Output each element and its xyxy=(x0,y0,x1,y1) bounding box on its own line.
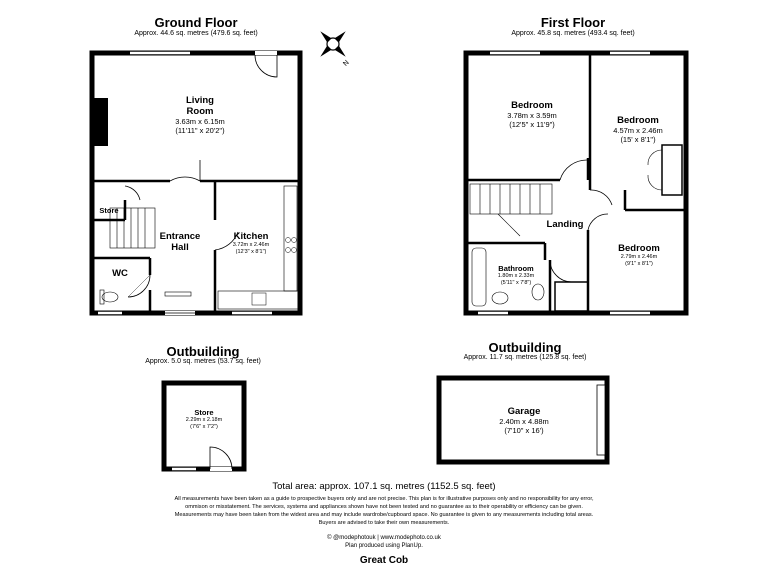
room-outbuilding-store xyxy=(170,408,238,431)
window-kitchen-bottom xyxy=(232,311,272,315)
room-name: Store xyxy=(99,206,119,215)
property-name: Great Cob xyxy=(359,555,409,566)
disclaimer-line-3: Measurements may have been taken from the widest area and may include wardrobe/cupboard space. No guarantee is given to any measurements including total areas. xyxy=(174,512,594,518)
room-name: Store xyxy=(194,408,214,417)
room-bedroom-1 xyxy=(487,100,577,129)
room-kitchen xyxy=(220,231,282,256)
room-name: Bedroom xyxy=(511,100,553,111)
room-name: Garage xyxy=(507,406,541,417)
room-dimension-imperial: (9'1" x 8'1") xyxy=(625,261,653,267)
room-name: Entrance xyxy=(159,231,201,242)
room-name: Landing xyxy=(546,219,584,230)
room-store xyxy=(94,206,124,215)
room-name: Living xyxy=(186,95,214,106)
room-dimension-metric: 2.29m x 2.18m xyxy=(185,417,223,423)
credit-line-1: © @modephotouk | www.modephoto.co.uk xyxy=(327,535,441,541)
room-dimension-imperial: (12'3" x 8'1") xyxy=(235,249,267,255)
outbuilding-garage-area: Approx. 11.7 sq. metres (125.8 sq. feet) xyxy=(463,354,587,361)
credit-line-2: Plan produced using PlanUp. xyxy=(345,543,423,549)
disclaimer-line-4: Buyers are advised to take their own measurements. xyxy=(318,520,450,526)
window-living-top xyxy=(130,51,190,55)
room-landing xyxy=(540,219,590,230)
room-living xyxy=(150,95,250,135)
outbuilding-store-title: Outbuilding xyxy=(166,344,240,359)
room-wc xyxy=(105,268,135,279)
room-dimension-imperial: (7'6" x 7'2") xyxy=(190,424,218,430)
room-dimension-metric: 2.40m x 4.88m xyxy=(499,417,549,426)
room-name: Bathroom xyxy=(498,264,534,273)
disclaimer-line-2: ommison or misstatement. The services, systems and appliances shown have not been tested and no guarantee as to their operability or efficiency can be given. xyxy=(185,504,583,510)
room-dimension-metric: 4.57m x 2.46m xyxy=(613,126,663,135)
ground-floor-title: Ground Floor xyxy=(154,15,238,30)
room-name: Room xyxy=(186,106,214,117)
room-dimension-imperial: (7'10" x 16') xyxy=(504,426,544,435)
outbuilding-store-area: Approx. 5.0 sq. metres (53.7 sq. feet) xyxy=(145,358,261,365)
room-dimension-metric: 3.78m x 3.59m xyxy=(507,111,557,120)
disclaimer-line-1: All measurements have been taken as a guide to prospective buyers only and are not precise. This plan is for illustrative purposes only and no responsibility for any error, xyxy=(174,496,594,502)
outbuilding-garage-title: Outbuilding xyxy=(488,340,562,355)
room-name: WC xyxy=(112,268,128,279)
first-floor-area: Approx. 45.8 sq. metres (493.4 sq. feet) xyxy=(511,30,635,37)
room-bedroom-3 xyxy=(597,243,681,268)
room-bedroom-2 xyxy=(598,115,678,144)
room-dimension-imperial: (11'11" x 20'2") xyxy=(175,126,225,135)
total-area: Total area: approx. 107.1 sq. metres (1152.5 sq. feet) xyxy=(272,481,496,492)
room-garage xyxy=(474,406,574,435)
room-entrance-hall xyxy=(150,231,210,253)
room-dimension-metric: 2.79m x 2.46m xyxy=(620,254,658,260)
first-floor-title: First Floor xyxy=(540,15,606,30)
room-dimension-metric: 3.63m x 6.15m xyxy=(175,117,225,126)
room-dimension-metric: 1.80m x 2.33m xyxy=(497,273,535,279)
room-dimension-imperial: (15' x 8'1") xyxy=(620,135,656,144)
room-name: Hall xyxy=(171,242,189,253)
compass-rose xyxy=(308,19,359,70)
window-wc-bottom xyxy=(98,311,122,315)
compass-north-label: N xyxy=(342,59,351,68)
room-dimension-imperial: (5'11" x 7'8") xyxy=(500,280,532,286)
ground-floor-area: Approx. 44.6 sq. metres (479.6 sq. feet) xyxy=(134,30,258,37)
room-bathroom xyxy=(489,264,543,287)
room-name: Bedroom xyxy=(617,115,659,126)
room-dimension-imperial: (12'5" x 11'9") xyxy=(509,120,555,129)
room-name: Bedroom xyxy=(618,243,660,254)
room-dimension-metric: 3.72m x 2.46m xyxy=(232,242,270,248)
room-name: Kitchen xyxy=(233,231,269,242)
